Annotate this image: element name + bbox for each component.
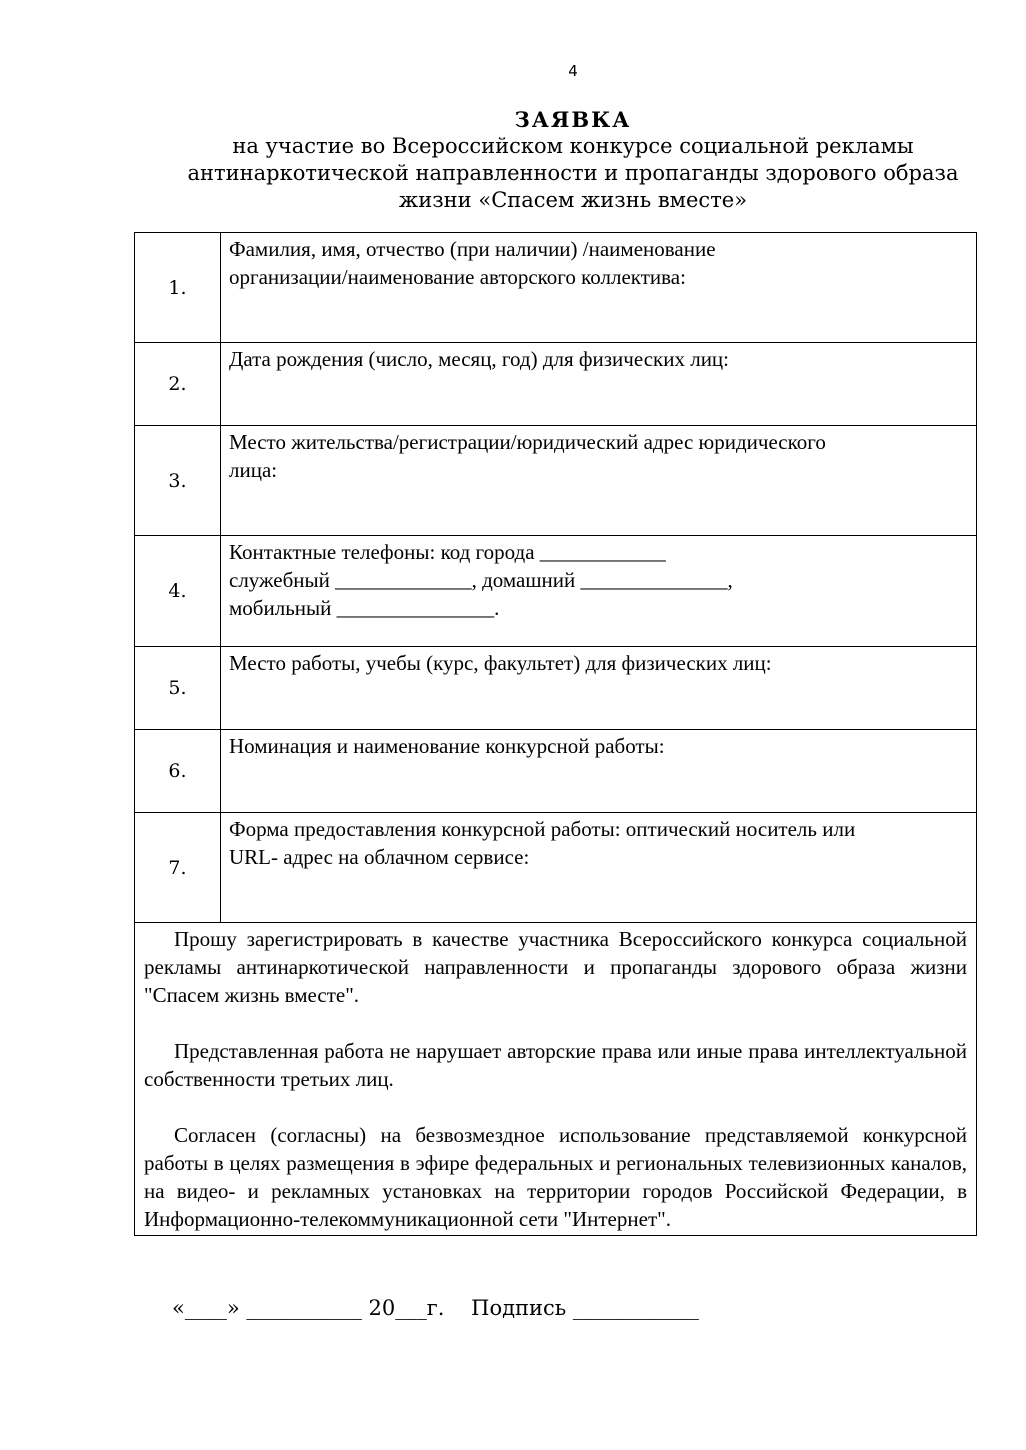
row-number: 4. xyxy=(135,536,221,647)
table-row xyxy=(135,536,977,647)
field-label-line: Дата рождения (число, месяц, год) для физических лиц: xyxy=(229,347,730,371)
table-row xyxy=(135,233,977,343)
form-heading xyxy=(150,106,996,214)
date-signature-line[interactable]: «____» ___________ 20___г. Подпись ____________ xyxy=(172,1296,699,1320)
statement-copyright: Представленная работа не нарушает авторские права или иные права интеллектуальной собственности третьих лиц. xyxy=(144,1039,967,1091)
row-number: 5. xyxy=(135,647,221,730)
statement-cell xyxy=(135,923,977,1236)
field-label-line: Фамилия, имя, отчество (при наличии) /наименование xyxy=(229,237,716,261)
row-number: 1. xyxy=(135,233,221,343)
statement-registration: Прошу зарегистрировать в качестве участника Всероссийского конкурса социальной рекламы антинаркотической направленности и пропаганды здорового образа жизни "Спасем жизнь вместе". xyxy=(144,927,967,1007)
form-subtitle-line-1: на участие во Всероссийском конкурсе социальной рекламы xyxy=(232,134,914,158)
row-number: 2. xyxy=(135,343,221,426)
form-subtitle-line-2: антинаркотической направленности и пропаганды здорового образа xyxy=(187,161,959,185)
field-label-line: Форма предоставления конкурсной работы: оптический носитель или xyxy=(229,817,856,841)
table-row xyxy=(135,426,977,536)
application-form-table xyxy=(134,232,977,1236)
table-row xyxy=(135,343,977,426)
row-number: 6. xyxy=(135,730,221,813)
field-label-line: Место жительства/регистрации/юридический адрес юридического xyxy=(229,430,826,454)
table-row xyxy=(135,730,977,813)
statement-consent: Согласен (согласны) на безвозмездное использование представляемой конкурсной работы в целях размещения в эфире федеральных и региональных телевизионных каналов, на видео- и рекламных установках на территории городов Российской Федерации, в Информационно-телекоммуникационной сети "Интернет". xyxy=(144,1123,967,1231)
field-label-line: лица: xyxy=(229,458,278,482)
field-label-line: Номинация и наименование конкурсной работы: xyxy=(229,734,665,758)
page-number: 4 xyxy=(568,62,578,80)
row-number: 3. xyxy=(135,426,221,536)
field-address[interactable] xyxy=(221,426,977,536)
field-nomination[interactable] xyxy=(221,730,977,813)
table-row xyxy=(135,647,977,730)
field-phones[interactable] xyxy=(221,536,977,647)
table-row xyxy=(135,813,977,923)
field-label-line: Место работы, учебы (курс, факультет) для физических лиц: xyxy=(229,651,772,675)
statement-row xyxy=(135,923,977,1236)
field-birth-date[interactable] xyxy=(221,343,977,426)
field-submission-format[interactable] xyxy=(221,813,977,923)
row-number: 7. xyxy=(135,813,221,923)
field-label-line: URL- адрес на облачном сервисе: xyxy=(229,845,530,869)
field-workplace[interactable] xyxy=(221,647,977,730)
form-subtitle-line-3: жизни «Спасем жизнь вместе» xyxy=(398,188,748,212)
field-label-line: Контактные телефоны: код города ____________ xyxy=(229,540,666,564)
form-title: ЗАЯВКА xyxy=(514,107,632,132)
field-full-name[interactable] xyxy=(221,233,977,343)
field-label-line: организации/наименование авторского коллектива: xyxy=(229,265,686,289)
field-label-line: мобильный _______________. xyxy=(229,596,500,620)
field-label-line: служебный _____________, домашний ______________, xyxy=(229,568,733,592)
